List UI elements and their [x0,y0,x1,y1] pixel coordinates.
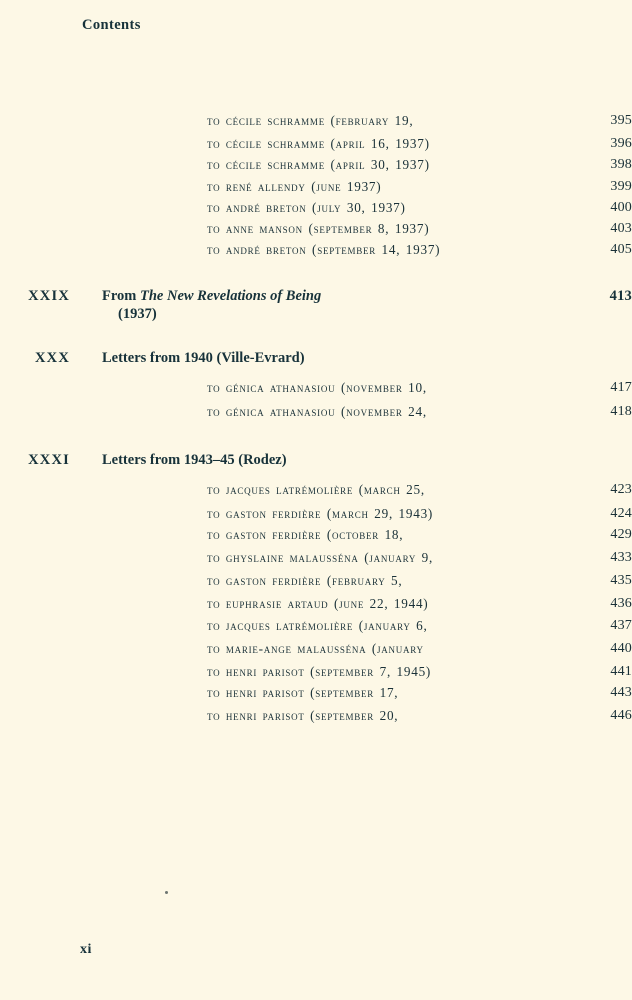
entry-page-number: 429 [610,526,632,542]
entry-page-number: 441 [610,663,632,679]
entry-title: to andré breton (september 14, 1937) [207,242,441,258]
toc-entry[interactable] [0,684,632,702]
toc-entry[interactable] [0,595,632,613]
entry-title: to henri parisot (september 7, 1945) [207,663,432,679]
section-gap [0,324,632,350]
entry-title: to cécile schramme (february 19, [207,113,414,128]
entry-page-number: 418 [610,403,632,419]
entry-title: to marie-ange malausséna (january [207,640,424,656]
entry-title: to génica athanasiou (november 10, [207,380,427,396]
chapter-heading[interactable] [0,452,632,470]
toc-entry[interactable] [0,481,632,499]
entry-page-number: 395 [610,113,632,128]
entry-page-number: 399 [610,178,632,194]
chapter-title-lead: From [102,288,140,305]
entry-title: to euphrasie artaud (june 22, 1944) [207,596,429,612]
entry-title: to jacques latrémolière (march 25, [207,482,425,498]
entry-page-number: 396 [610,136,632,152]
entry-title: to rené allendy (june 1937) [207,178,382,194]
toc-entry[interactable] [0,199,632,217]
entry-page-number: 437 [610,617,632,633]
entry-page-number: 433 [610,550,632,565]
chapter-title [70,288,574,323]
entry-page-number: 446 [610,708,632,724]
entry-title: to gaston ferdière (october 18, [207,526,404,542]
section-gap [0,426,632,452]
entry-page-number: 436 [610,596,632,612]
toc-entry[interactable] [0,640,632,658]
chapter-title-lead: Letters from 1940 (Ville-Evrard) [102,349,305,366]
toc-entry[interactable] [0,617,632,635]
entry-page-number: 443 [610,685,632,701]
toc-entry[interactable] [0,178,632,196]
toc-entry[interactable] [0,526,632,544]
toc-entry[interactable] [0,572,632,590]
chapter-numeral: XXIX [28,288,70,305]
chapter-entries-gap [0,367,632,379]
toc-entry[interactable] [0,112,632,130]
entry-page-number: 435 [610,573,632,589]
entry-title: to henri parisot (september 17, [207,685,399,701]
entry-page-number: 423 [610,482,632,498]
chapter-numeral: XXXI [28,451,70,468]
entry-page-number: 398 [610,157,632,173]
toc-entry[interactable] [0,220,632,238]
entry-title: to anne manson (september 8, 1937) [207,220,430,236]
entry-page-number: 403 [610,220,632,236]
toc-entry[interactable] [0,135,632,153]
entry-page-number: 440 [610,640,632,656]
toc-entry[interactable] [0,549,632,567]
chapter-title [70,452,574,470]
entry-title: to jacques latrémolière (january 6, [207,617,428,633]
entry-title: to génica athanasiou (november 24, [207,403,427,419]
entry-title: to cécile schramme (april 30, 1937) [207,157,430,173]
chapter-title-lead: Letters from 1943–45 (Rodez) [102,451,287,468]
table-of-contents [0,112,632,731]
chapter-title [70,350,574,368]
running-head: Contents [82,17,141,33]
entry-title: to andré breton (july 30, 1937) [207,199,406,215]
entry-title: to cécile schramme (april 16, 1937) [207,136,430,152]
toc-entry[interactable] [0,707,632,725]
toc-entry[interactable] [0,663,632,681]
toc-entry[interactable] [0,241,632,259]
entry-title: to ghyslaine malausséna (january 9, [207,550,434,565]
toc-entry[interactable] [0,379,632,397]
chapter-heading[interactable] [0,288,632,323]
chapter-entries-gap [0,469,632,481]
entry-title: to gaston ferdière (february 5, [207,573,403,589]
chapter-numeral: XXX [34,349,70,366]
entry-page-number: 400 [610,199,632,215]
entry-page-number: 405 [610,242,632,258]
chapter-title-italic: The New Revelations of Being [140,288,322,305]
print-speck [165,891,168,894]
chapter-page-number: 413 [609,288,632,305]
page-folio: xi [80,942,92,957]
entry-title: to henri parisot (september 20, [207,708,399,724]
entry-page-number: 417 [610,380,632,396]
chapter-heading[interactable] [0,350,632,368]
entry-page-number: 424 [610,505,632,521]
entry-title: to gaston ferdière (march 29, 1943) [207,505,434,521]
toc-entry[interactable] [0,505,632,523]
toc-entry[interactable] [0,156,632,174]
section-gap [0,262,632,288]
toc-entry[interactable] [0,403,632,421]
chapter-title-continuation: (1937) [118,306,157,322]
